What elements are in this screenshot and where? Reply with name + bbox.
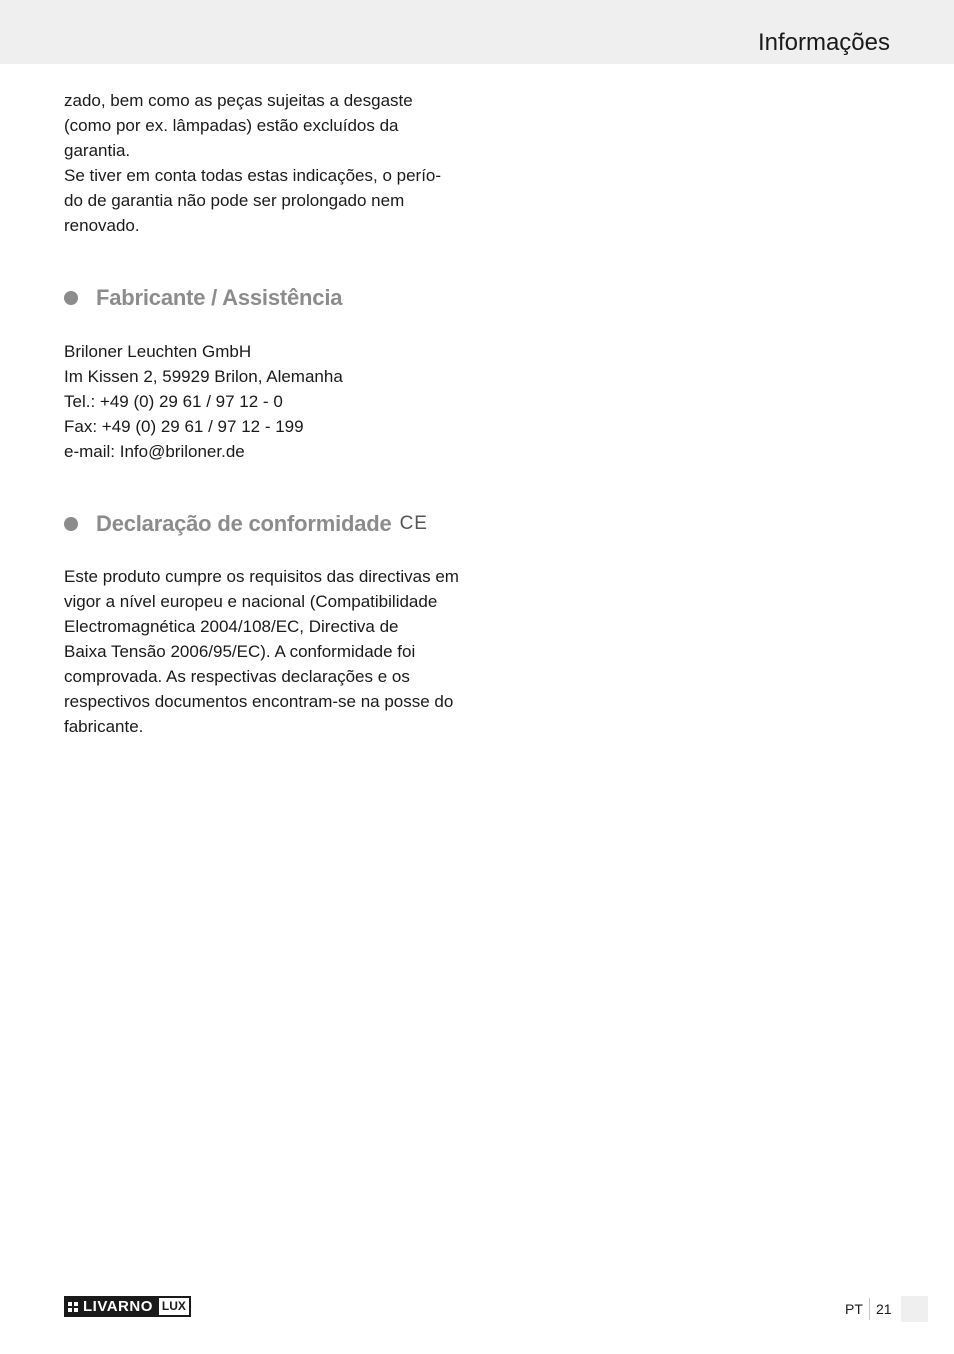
conformity-heading xyxy=(64,509,428,539)
page-number: 21 xyxy=(876,1301,892,1317)
logo-suffix: LUX xyxy=(157,1296,191,1317)
paragraph-line: Este produto cumpre os requisitos das directivas em xyxy=(64,567,459,586)
bullet-icon xyxy=(64,291,78,305)
paragraph-line: fabricante. xyxy=(64,717,144,736)
conformity-text xyxy=(64,564,474,739)
ce-mark-icon: CE xyxy=(399,513,428,534)
conformity-heading-text: Declaração de conformidade xyxy=(96,511,392,536)
paragraph-line: respectivos documentos encontram-se na posse do xyxy=(64,692,454,711)
manufacturer-heading-text: Fabricante / Assistência xyxy=(96,285,343,310)
paragraph-line: Se tiver em conta todas estas indicações, o perío- xyxy=(64,166,442,185)
logo-dots-icon xyxy=(68,1302,78,1312)
manufacturer-heading xyxy=(64,283,342,313)
logo-main xyxy=(64,1296,157,1317)
logo-word: LIVARNO xyxy=(83,1298,153,1315)
page-title: Informações xyxy=(757,29,890,56)
language-code: PT xyxy=(845,1301,863,1317)
company-phone: Tel.: +49 (0) 29 61 / 97 12 - 0 xyxy=(64,392,283,411)
paragraph-line: garantia. xyxy=(64,141,131,160)
paragraph-line: (como por ex. lâmpadas) estão excluídos da xyxy=(64,116,399,135)
paragraph-line: renovado. xyxy=(64,216,140,235)
bullet-icon xyxy=(64,517,78,531)
paragraph-line: do de garantia não pode ser prolongado nem xyxy=(64,191,405,210)
paragraph-line: vigor a nível europeu e nacional (Compatibilidade xyxy=(64,592,438,611)
company-fax: Fax: +49 (0) 29 61 / 97 12 - 199 xyxy=(64,417,304,436)
company-address: Im Kissen 2, 59929 Brilon, Alemanha xyxy=(64,367,343,386)
footer-tab xyxy=(901,1296,928,1322)
paragraph-line: Electromagnética 2004/108/EC, Directiva de xyxy=(64,617,399,636)
paragraph-line: Baixa Tensão 2006/95/EC). A conformidade foi xyxy=(64,642,416,661)
company-name: Briloner Leuchten GmbH xyxy=(64,342,252,361)
company-email: e-mail: Info@briloner.de xyxy=(64,442,245,461)
paragraph-line: zado, bem como as peças sujeitas a desgaste xyxy=(64,91,413,110)
paragraph-line: comprovada. As respectivas declarações e os xyxy=(64,667,410,686)
footer-divider xyxy=(869,1298,870,1320)
warranty-continued-text xyxy=(64,88,474,238)
brand-logo xyxy=(64,1296,191,1317)
manufacturer-contact xyxy=(64,339,474,464)
